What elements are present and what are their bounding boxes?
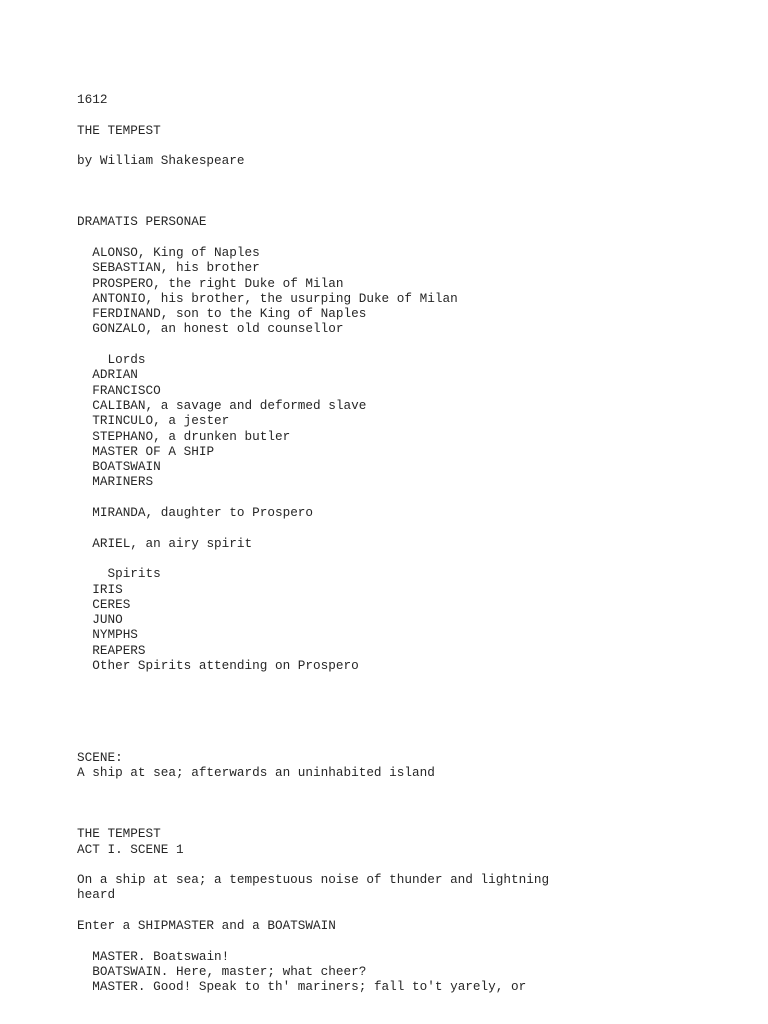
character-entry: MASTER OF A SHIP [92, 443, 215, 459]
spacer [77, 184, 757, 199]
character-entry: Other Spirits attending on Prospero [92, 657, 359, 673]
spacer [77, 551, 757, 566]
character-entry: SEBASTIAN, his brother [92, 260, 260, 276]
spirits-label: Spirits [107, 566, 161, 582]
character-group-3 [77, 582, 757, 674]
act-play-title: THE TEMPEST [77, 826, 161, 842]
spacer [77, 704, 757, 719]
character-entry: GONZALO, an honest old counsellor [92, 321, 344, 337]
spacer [77, 903, 757, 918]
character-entry: BOATSWAIN [92, 459, 161, 475]
scene-label: SCENE: [77, 749, 123, 765]
dialogue-line: MASTER. Boatswain! [92, 948, 230, 964]
character-entry: ALONSO, King of Naples [92, 244, 260, 260]
spacer [77, 168, 757, 183]
stage-direction-continued: heard [77, 887, 116, 903]
publication-year: 1612 [77, 92, 108, 107]
spacer [77, 520, 757, 535]
character-entry-ariel: ARIEL, an airy spirit [92, 535, 253, 551]
character-entry: MARINERS [92, 474, 154, 490]
entrance-direction: Enter a SHIPMASTER and a BOATSWAIN [77, 918, 336, 934]
spacer [77, 780, 757, 795]
character-entry: IRIS [92, 581, 123, 597]
spacer [77, 719, 757, 734]
character-entry: JUNO [92, 612, 123, 628]
spacer [77, 811, 757, 826]
character-entry: ANTONIO, his brother, the usurping Duke of Milan [92, 290, 458, 306]
character-entry: FRANCISCO [92, 382, 161, 398]
stage-direction: On a ship at sea; a tempestuous noise of thunder and lightning [77, 872, 550, 888]
character-entry: REAPERS [92, 642, 146, 658]
character-entry: PROSPERO, the right Duke of Milan [92, 275, 344, 291]
spacer [77, 734, 757, 749]
character-group-2 [77, 367, 757, 489]
dramatis-personae-heading: DRAMATIS PERSONAE [77, 214, 207, 230]
dialogue-block [77, 949, 757, 995]
lords-label: Lords [107, 352, 146, 368]
character-entry: STEPHANO, a drunken butler [92, 428, 291, 444]
character-group-1 [77, 245, 757, 337]
document-page [77, 92, 757, 995]
play-title: THE TEMPEST [77, 122, 161, 138]
dialogue-line: BOATSWAIN. Here, master; what cheer? [92, 963, 367, 979]
spacer [77, 933, 757, 948]
act-scene-heading: ACT I. SCENE 1 [77, 841, 184, 857]
spacer [77, 673, 757, 688]
spacer [77, 689, 757, 704]
spacer [77, 199, 757, 214]
spacer [77, 796, 757, 811]
dialogue-line: MASTER. Good! Speak to th' mariners; fall to't yarely, or [92, 979, 527, 995]
character-entry: NYMPHS [92, 627, 138, 643]
spacer [77, 857, 757, 872]
character-entry: TRINCULO, a jester [92, 413, 230, 429]
spacer [77, 490, 757, 505]
spacer [77, 230, 757, 245]
spacer [77, 107, 757, 122]
character-entry: CERES [92, 596, 131, 612]
character-entry-miranda: MIRANDA, daughter to Prospero [92, 505, 314, 521]
character-entry: CALIBAN, a savage and deformed slave [92, 397, 367, 413]
scene-description: A ship at sea; afterwards an uninhabited island [77, 765, 435, 781]
author-line: by William Shakespeare [77, 153, 245, 169]
character-entry: ADRIAN [92, 367, 138, 383]
spacer [77, 337, 757, 352]
character-entry: FERDINAND, son to the King of Naples [92, 306, 367, 322]
spacer [77, 138, 757, 153]
